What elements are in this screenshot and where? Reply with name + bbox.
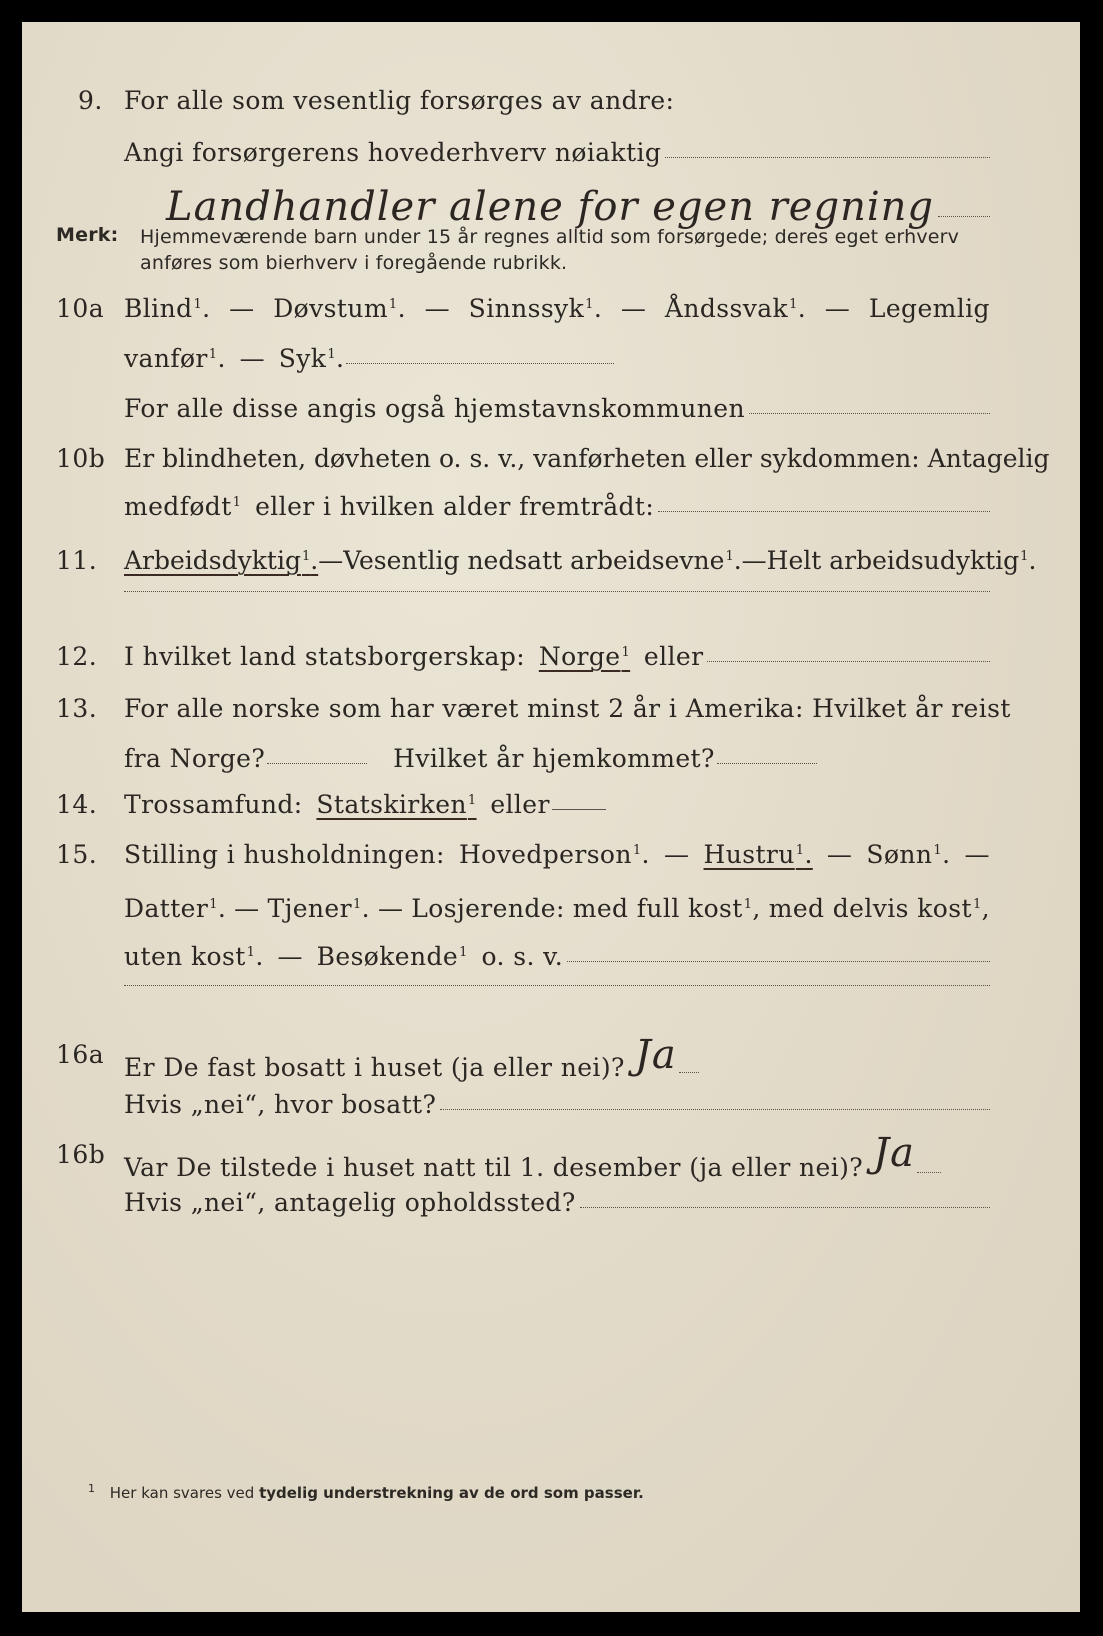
q10b-line1-text: Er blindheten, døvheten o. s. v., vanførheten eller sykdommen: Antagelig [124,444,1050,473]
q10a-line3-text: For alle disse angis også hjemstavnskommunen [124,394,745,423]
q13-reist-dots [267,763,367,764]
q15-opt-tjener: Tjener$^1$. [267,894,370,923]
dash: — [229,294,255,323]
q15-opt-besokende: Besøkende$^1$ [316,942,468,971]
q15-answer-dots [124,985,990,986]
q10a-number: 10a [56,294,105,323]
q16b-line2 [124,1188,990,1217]
q9-line2-text: Angi forsørgerens hovederhverv nøiaktig [124,138,662,167]
census-form-page [22,22,1080,1612]
q16a-line1 [124,1032,699,1086]
q15-losjerende: Losjerende: [411,894,565,923]
q10a-syk-dots [346,363,614,364]
q9-answer-line [124,184,990,230]
q16b-handwritten-answer: Ja [873,1130,915,1176]
q16b-number: 16b [56,1140,106,1169]
q9-answer-line-dots [938,216,990,217]
footnote [88,1482,644,1502]
q15-opt-datter: Datter$^1$. [124,894,227,923]
q14-label: Trossamfund: [124,790,303,819]
q16a-question: Er De fast bosatt i huset (ja eller nei)? [124,1053,625,1082]
q15-osv: o. s. v. [481,942,564,971]
dash: — [318,546,344,575]
q13-number: 13. [56,694,98,723]
q11-opt-udyktig: Helt arbeidsudyktig$^1$. [766,546,1037,575]
q15-dots [567,961,990,962]
q10a-line1 [124,294,990,323]
q15-opt-hustru: Hustru$^1$. [703,840,813,869]
q13-line1-text: For alle norske som har været minst 2 år i Amerika: Hvilket år reist [124,694,1011,723]
dash: — [424,294,451,323]
q10a-opt-legemlig: Legemlig [868,294,990,323]
dash: — [826,840,853,869]
q10b-number: 10b [56,444,106,473]
q12-norge: Norge$^1$ [538,642,631,671]
q14-statskirken: Statskirken$^1$ [316,790,477,819]
q12-line [124,642,990,671]
q15-line2 [124,894,990,923]
q10a-opt-syk: Syk$^1$. [278,344,345,373]
q16a-handwritten-answer: Ja [634,1032,677,1078]
q12-text: I hvilket land statsborgerskap: [124,642,526,671]
q15-label: Stilling i husholdningen: [124,840,445,869]
q15-opt-hovedperson: Hovedperson$^1$. [458,840,650,869]
q9-answer-dots [665,157,990,158]
q13-line2 [124,744,817,773]
q13-line1 [124,694,1011,723]
q16a-dots [679,1072,699,1073]
q10a-opt-blind: Blind$^1$. [124,294,211,323]
q16a-number: 16a [56,1040,105,1069]
merk-label: Merk: [56,224,119,246]
q13-hjemkommet-dots [717,763,817,764]
q10a-opt-sinnssyk: Sinnssyk$^1$. [468,294,603,323]
q9-line1 [124,86,674,115]
dash: — [741,546,767,575]
q15-opt-uten-kost: uten kost$^1$. [124,942,264,971]
q15-line1 [124,840,990,869]
dash: — [277,942,303,971]
q9-handwritten-answer: Landhandler alene for egen regning [166,184,934,230]
q16b-line1 [124,1130,941,1186]
footnote-text-b: tydelig understrekning av de ord som passer. [259,1484,644,1502]
q14-eller: eller [490,790,550,819]
q15-opt-delvis-kost: med delvis kost$^1$, [768,894,990,923]
footnote-mark: 1 [88,1482,95,1495]
q12-number: 12. [56,642,98,671]
q10a-line3-dots [749,413,990,414]
merk-line2: anføres som bierhverv i foregående rubrikk. [140,252,568,274]
q13-hjemkommet: Hvilket år hjemkommet? [393,744,715,773]
merk-line1: Hjemmeværende barn under 15 år regnes alltid som forsørgede; deres eget erhverv [140,226,960,248]
q11-line1 [124,546,1037,575]
q11-dots [124,591,990,592]
q16b-dots [917,1172,941,1173]
q10a-opt-andssvak: Åndssvak$^1$. [664,294,807,323]
footnote-text-a: Her kan svares ved [109,1484,255,1502]
q9-line2 [124,138,990,167]
q15-answer-line [124,988,990,989]
dash: — [239,344,265,373]
q10a-line2 [124,344,614,373]
q10b-line1 [124,444,1050,473]
q10a-line3 [124,394,990,423]
q9-number: 9. [78,86,103,115]
q14-dots [552,809,606,810]
q16a-hvis-nei: Hvis „nei“, hvor bosatt? [124,1090,437,1119]
q15-opt-sonn: Sønn$^1$. [866,840,951,869]
dash: — [377,894,404,923]
q13-reist: fra Norge? [124,744,266,773]
dash: — [620,294,647,323]
q16b-question: Var De tilstede i huset natt til 1. desember (ja eller nei)? [124,1153,864,1182]
dash: — [964,840,990,869]
q9-line1-text: For alle som vesentlig forsørges av andre: [124,86,675,115]
q11-opt-arbeidsdyktig: Arbeidsdyktig$^1$. [124,546,319,575]
q10b-opt-medfodt: medfødt$^1$ [124,492,242,521]
dash: — [234,894,260,923]
q16a-line2 [124,1090,990,1119]
q10b-line2-text: eller i hvilken alder fremtrådt: [255,492,655,521]
q16b-line2-dots [580,1207,990,1208]
q11-number: 11. [56,546,98,575]
q12-dots [707,661,990,662]
q15-number: 15. [56,840,98,869]
q14-line [124,790,606,819]
q11-answer-line [124,594,990,595]
q10a-opt-vanfor: vanfør$^1$. [124,344,226,373]
q14-number: 14. [56,790,98,819]
q16a-line2-dots [440,1109,990,1110]
q15-opt-full-kost: med full kost$^1$, [572,894,761,923]
q15-line3 [124,942,990,971]
dash: — [824,294,851,323]
dash: — [664,840,690,869]
q12-eller: eller [643,642,704,671]
q16b-hvis-nei: Hvis „nei“, antagelig opholdssted? [124,1188,576,1217]
q11-opt-nedsatt: Vesentlig nedsatt arbeidsevne$^1$. [343,546,742,575]
q10b-dots [658,511,990,512]
q10b-line2 [124,492,990,521]
q10a-opt-dovstum: Døvstum$^1$. [273,294,406,323]
